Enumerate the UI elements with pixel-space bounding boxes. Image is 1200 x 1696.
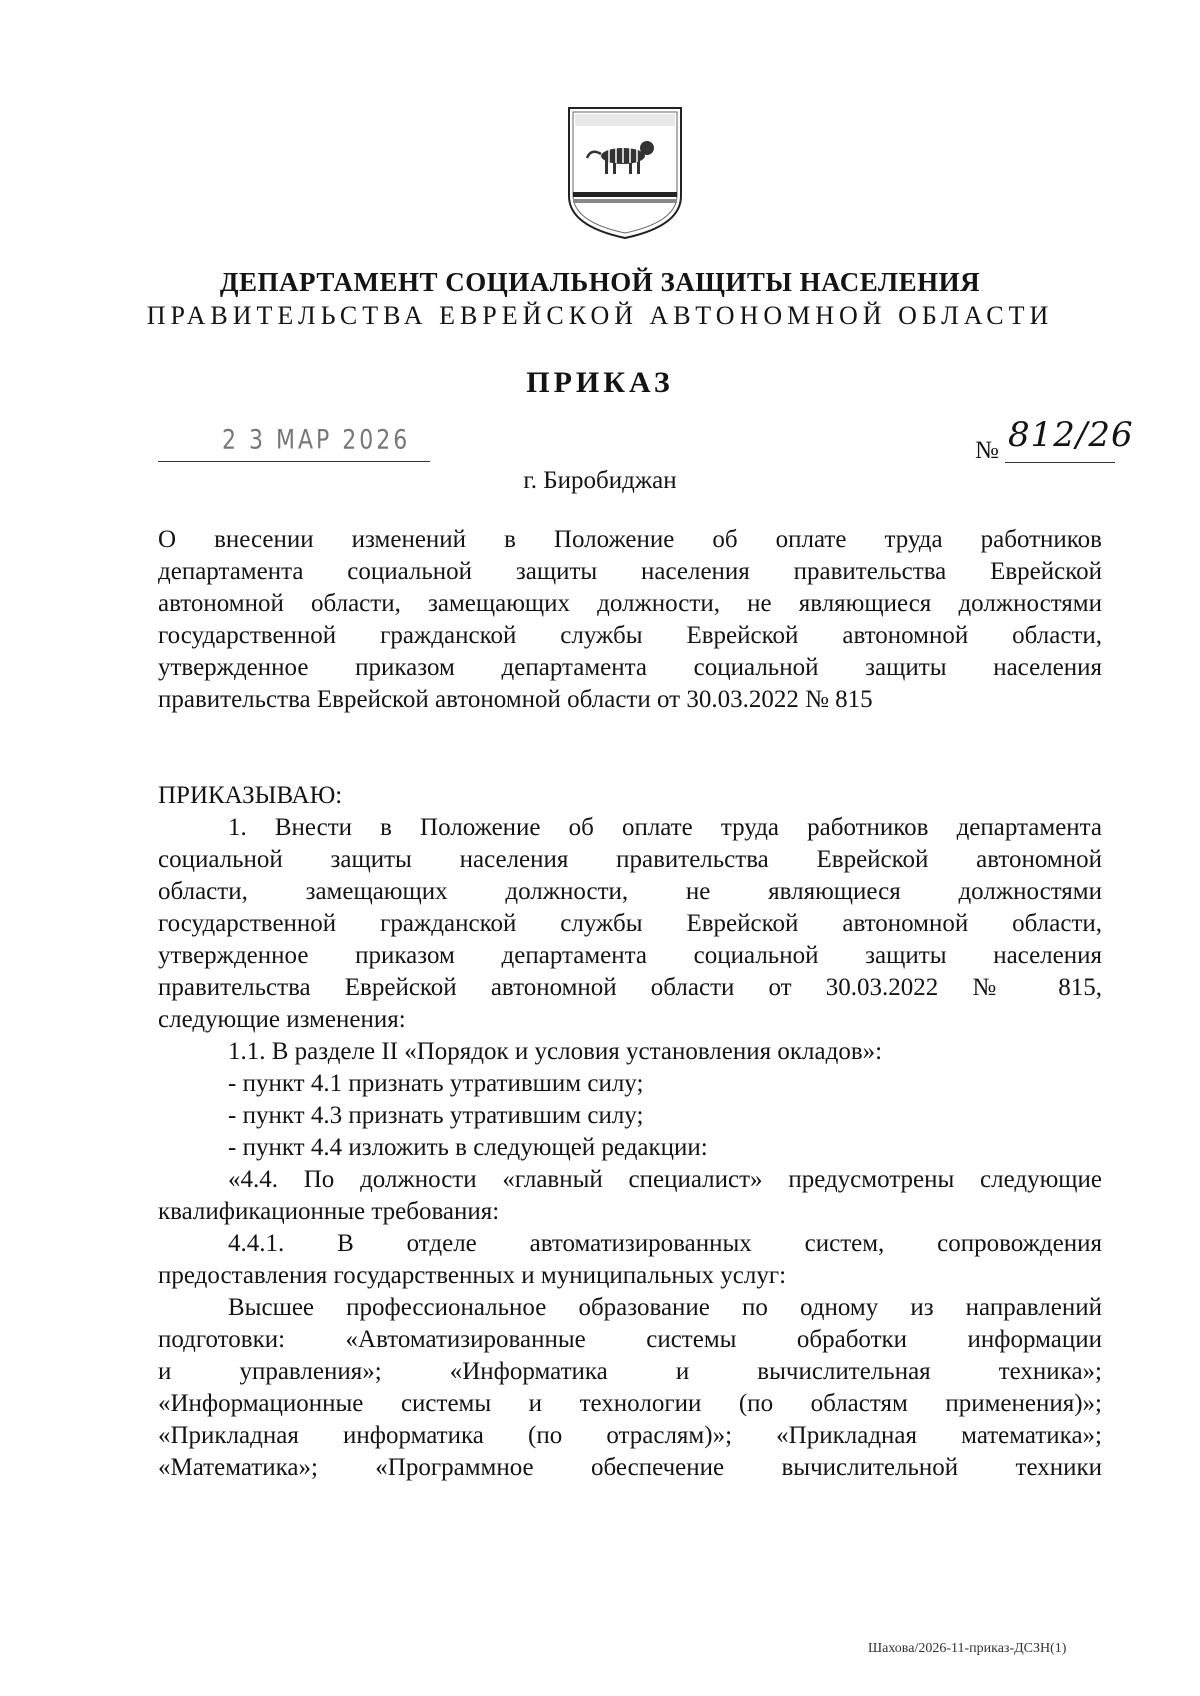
body-line: - пункт 4.4 изложить в следующей редакции: [228, 1134, 708, 1161]
body-line: 1. Внести в Положение об оплате труда работников департамента [228, 814, 1102, 841]
body-line: Высшее профессиональное образование по одному из направлений [228, 1294, 1102, 1321]
subject-line: автономной области, замещающих должности, не являющиеся должностями [158, 590, 1102, 617]
body-line: утвержденное приказом департамента социальной защиты населения [158, 942, 1102, 969]
subject-heading [158, 524, 1102, 716]
body-line: - пункт 4.3 признать утратившим силу; [228, 1102, 644, 1129]
body-line: «4.4. По должности «главный специалист» предусмотрены следующие [228, 1166, 1102, 1193]
document-type: ПРИКАЗ [526, 366, 674, 399]
city-name: г. Биробиджан [523, 467, 677, 494]
body-line: правительства Еврейской автономной области от 30.03.2022 № 815, [158, 974, 1102, 1001]
body-line: государственной гражданской службы Еврейской автономной области, [158, 910, 1102, 937]
date-stamp: 2 3 МАР 2026 [222, 425, 411, 456]
department-title: ДЕПАРТАМЕНТ СОЦИАЛЬНОЙ ЗАЩИТЫ НАСЕЛЕНИЯ [219, 267, 981, 297]
body-line: предоставления государственных и муниципальных услуг: [158, 1262, 787, 1289]
order-word-text: ПРИКАЗЫВАЮ: [158, 782, 343, 809]
body-line: подготовки: «Автоматизированные системы обработки информации [158, 1326, 1102, 1353]
government-subtitle: ПРАВИТЕЛЬСТВА ЕВРЕЙСКОЙ АВТОНОМНОЙ ОБЛАСТИ [146, 301, 1054, 330]
body-line: 1.1. В разделе II «Порядок и условия установления окладов»: [228, 1038, 883, 1065]
coat-of-arms-emblem [563, 104, 687, 242]
body-line: и управления»; «Информатика и вычислительная техника»; [158, 1358, 1102, 1385]
file-reference: Шахова/2026-11-приказ-ДСЗН(1) [868, 1641, 1067, 1656]
date-underline [158, 461, 430, 462]
number-label: № [975, 437, 999, 464]
body-line: «Математика»; «Программное обеспечение вычислительной техники [158, 1454, 1102, 1481]
subject-line: департамента социальной защиты населения правительства Еврейской [158, 558, 1102, 585]
subject-line: правительства Еврейской автономной области от 30.03.2022 № 815 [158, 686, 873, 713]
body-line: 4.4.1. В отделе автоматизированных систем, сопровождения [228, 1230, 1102, 1257]
body-line: квалификационные требования: [158, 1198, 500, 1225]
order-number: 812/26 [1008, 415, 1134, 455]
body-line: области, замещающих должности, не являющиеся должностями [158, 878, 1102, 905]
body-line: «Прикладная информатика (по отраслям)»; «Прикладная математика»; [158, 1422, 1102, 1449]
body-line: «Информационные системы и технологии (по областям применения)»; [158, 1390, 1102, 1417]
number-underline [1005, 462, 1115, 463]
subject-line: О внесении изменений в Положение об оплате труда работников [158, 526, 1102, 553]
subject-line: утвержденное приказом департамента социальной защиты населения [158, 654, 1102, 681]
body-line: социальной защиты населения правительства Еврейской автономной [158, 846, 1102, 873]
order-body [158, 812, 1102, 1484]
body-line: следующие изменения: [158, 1006, 406, 1033]
subject-line: государственной гражданской службы Еврейской автономной области, [158, 622, 1102, 649]
order-word [158, 780, 1102, 812]
body-line: - пункт 4.1 признать утратившим силу; [228, 1070, 644, 1097]
